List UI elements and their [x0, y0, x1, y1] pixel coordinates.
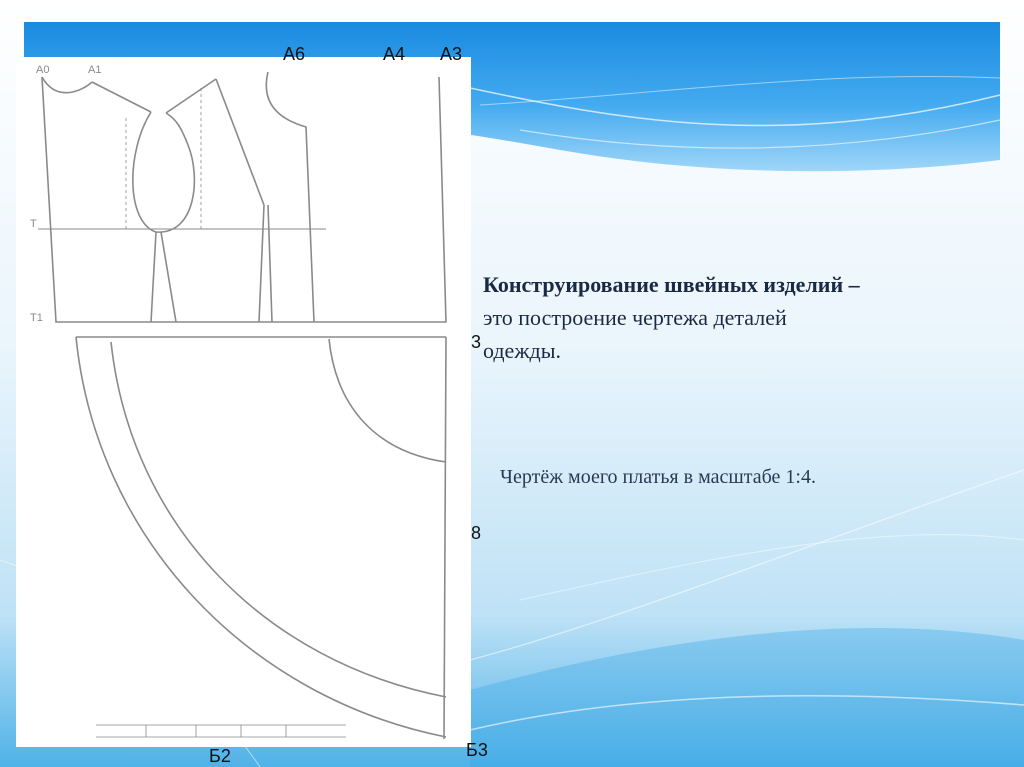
label-b3: Б3 [466, 740, 488, 760]
label-a6: А6 [283, 44, 306, 64]
slide-title-block [483, 268, 1003, 367]
label-3: 3 [471, 332, 482, 352]
label-8: 8 [471, 523, 482, 543]
label-a4: А4 [383, 44, 406, 64]
label-b2: Б2 [209, 746, 231, 766]
label-a0: А0 [36, 64, 50, 76]
label-a3: А3 [440, 44, 463, 64]
label-t: Т [30, 218, 37, 230]
slide-title-line-2: это построение чертежа деталей [483, 305, 787, 330]
slide-title: Конструирование швейных изделий – [483, 272, 860, 297]
dress-pattern-drawing [16, 57, 471, 747]
label-a1: А1 [88, 64, 102, 76]
label-t1: Т1 [30, 312, 43, 324]
drawing-caption: Чертёж моего платья в масштабе 1:4. [500, 466, 816, 488]
slide-title-line-3: одежды. [483, 338, 561, 363]
